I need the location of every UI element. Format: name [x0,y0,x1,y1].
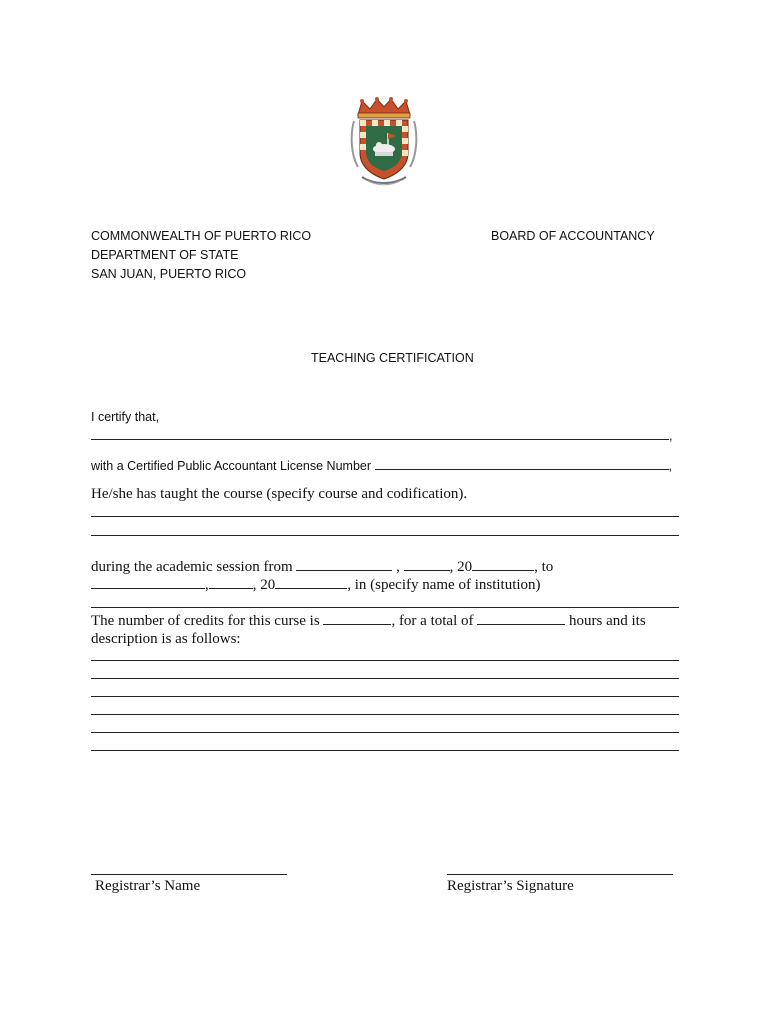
session-row-1: during the academic session from , , 20 , to [91,559,554,575]
credits-label: The number of credits for this curse is [91,613,320,629]
license-number-field[interactable] [375,457,669,470]
session-to-year-field[interactable] [275,576,347,589]
description-label: description is as follows: [91,631,241,647]
credits-field[interactable] [323,612,391,625]
session-from-year-field[interactable] [472,558,534,571]
session-to-month-field[interactable] [91,576,205,589]
session-from-month-field[interactable] [296,558,392,571]
certify-intro: I certify that, [91,410,160,424]
institution-label: , in (specify name of institution) [347,577,541,593]
session-year-prefix-2: , 20 [252,577,276,593]
registrar-signature-label: Registrar’s Signature [447,878,574,894]
certified-name-line[interactable]: , [91,427,672,443]
session-row-2: , , 20 , in (specify name of institution) [91,576,541,594]
registrar-name-label: Registrar’s Name [95,878,201,894]
header-city: SAN JUAN, PUERTO RICO [91,267,247,281]
session-to-day-field[interactable] [209,576,253,589]
header-department: DEPARTMENT OF STATE [91,248,239,262]
total-label: , for a total of [391,613,474,629]
session-from-label: during the academic session from [91,559,293,575]
course-line-1[interactable] [91,516,679,517]
header-commonwealth: COMMONWEALTH OF PUERTO RICO [91,229,312,243]
hours-label: hours and its [569,613,646,629]
session-year-prefix: , 20 [449,559,473,575]
hours-field[interactable] [477,612,565,625]
license-number-row: with a Certified Public Accountant License Number , [91,459,672,473]
form-title: TEACHING CERTIFICATION [311,351,474,365]
registrar-signature-line[interactable] [447,874,673,875]
license-label: with a Certified Public Accountant License Number [91,459,372,473]
session-from-day-field[interactable] [404,558,450,571]
description-line-6[interactable] [91,750,679,751]
description-line-3[interactable] [91,696,679,697]
description-line-1[interactable] [91,660,679,661]
description-line-2[interactable] [91,678,679,679]
course-line-2[interactable] [91,535,679,536]
registrar-name-line[interactable] [91,874,287,875]
institution-line[interactable] [91,607,679,608]
course-intro: He/she has taught the course (specify course and codification). [91,486,468,502]
header-board: BOARD OF ACCOUNTANCY [491,229,655,243]
puerto-rico-coat-of-arms-seal [348,95,420,187]
description-line-4[interactable] [91,714,679,715]
credits-row [91,612,646,630]
description-line-5[interactable] [91,732,679,733]
session-to-label: , to [534,559,554,575]
